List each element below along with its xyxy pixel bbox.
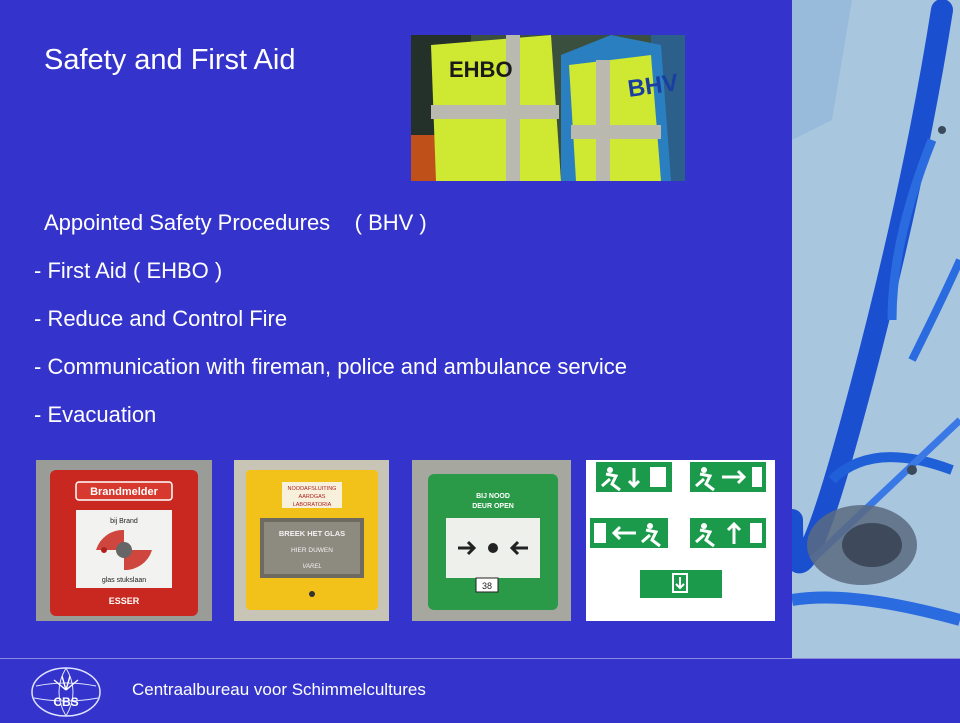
gas-label-line2: AARDGAS	[298, 494, 326, 500]
footer	[0, 658, 960, 721]
safety-vests-photo	[411, 35, 685, 181]
door-text-line2: DEUR OPEN	[472, 503, 514, 510]
organization-name: Centraalbureau voor Schimmelcultures	[132, 680, 426, 699]
procedure-list	[34, 256, 627, 448]
gas-label-line1: NOODAFSLUITING	[287, 486, 337, 492]
alarm-top-text: bij Brand	[110, 518, 138, 525]
vest-ehbo-text: EHBO	[449, 57, 513, 82]
gas-shutoff-photo	[234, 460, 389, 621]
gas-glass-line3: VAREL	[302, 564, 322, 570]
slide-title: Safety and First Aid	[44, 44, 296, 76]
list-item-communication: - Communication with fireman, police and ambulance service	[34, 354, 628, 379]
alarm-bottom-text: glas stukslaan	[101, 577, 147, 584]
exit-signs-image	[586, 460, 775, 621]
gas-glass-line2: HIER DUWEN	[291, 547, 333, 554]
section-heading: Appointed Safety Procedures ( BHV )	[44, 210, 427, 235]
list-item-first-aid: - First Aid ( EHBO )	[34, 258, 223, 283]
list-item-evacuation: - Evacuation	[34, 402, 157, 427]
cbs-logo	[24, 666, 108, 718]
gas-glass-line1: BREEK HET GLAS	[278, 529, 346, 538]
list-item-fire: - Reduce and Control Fire	[34, 306, 288, 331]
alarm-header-text: Brandmelder	[90, 486, 158, 498]
decorative-microscopy-panel	[792, 0, 960, 658]
fire-alarm-photo	[36, 460, 212, 621]
door-release-photo	[412, 460, 571, 621]
gas-label-line3: LABORATORIA	[292, 502, 332, 508]
alarm-brand-text: ESSER	[108, 596, 140, 606]
door-number-text: 38	[481, 581, 493, 591]
logo-text: CBS	[53, 695, 79, 709]
door-text-line1: BIJ NOOD	[476, 493, 510, 500]
vest-bhv-text: BHV	[626, 69, 681, 103]
